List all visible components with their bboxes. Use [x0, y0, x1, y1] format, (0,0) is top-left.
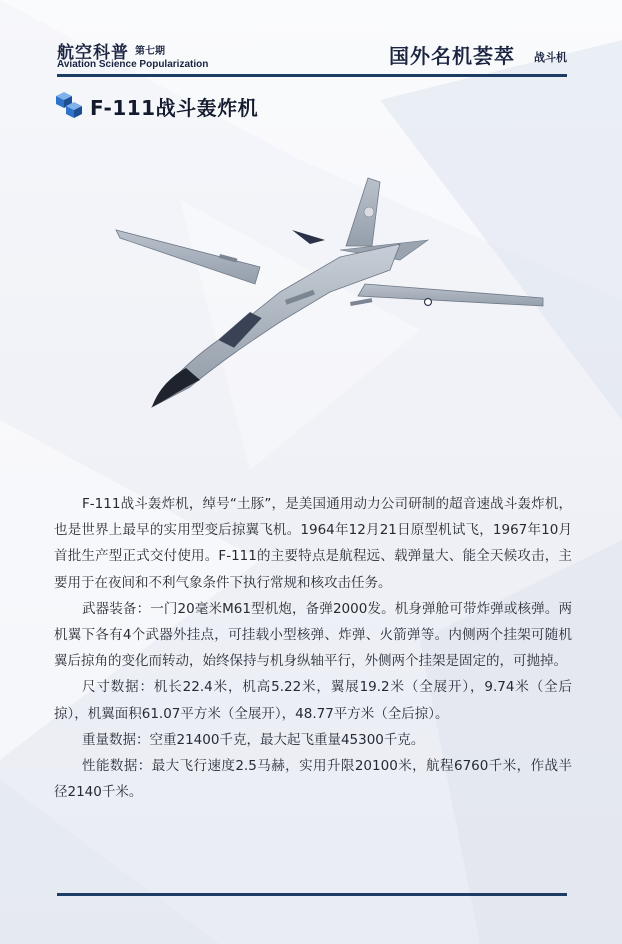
- weapons-paragraph: 武器装备：一门20毫米M61型机炮，备弹2000发。机身弹舱可带炸弹或核弹。两机翼下各有4个武器外挂点，可挂载小型核弹、炸弹、火箭弹等。内侧两个挂架可随机翼后掠角的变化而转动，始终保持与机身纵轴平行，外侧两个挂架是固定的，可抛掉。: [54, 600, 572, 670]
- f111-aircraft-illustration: [110, 172, 550, 417]
- intro-paragraph: F-111战斗轰炸机，绰号“土豚”，是美国通用动力公司研制的超音速战斗轰炸机，也是世界上最早的实用型变后掠翼飞机。1964年12月21日原型机试飞，1967年10月首批生产型正式交付使用。F-111的主要特点是航程远、载弹量大、能全天候攻击，主要用于在夜间和不利气象条件下执行常规和核攻击任务。: [54, 496, 572, 591]
- issue-number: 第七期: [135, 46, 165, 57]
- weight-paragraph: 重量数据：空重21400千克，最大起飞重量45300千克。: [82, 731, 425, 748]
- article-body: [54, 491, 572, 805]
- category-label: 战斗机: [534, 51, 567, 64]
- page-header: [57, 38, 567, 78]
- cube-logo-icon: [54, 88, 86, 120]
- footer-rule: [57, 893, 567, 896]
- article-title: F-111战斗轰炸机: [90, 96, 259, 120]
- brand-subtitle: Aviation Science Popularization: [57, 59, 209, 70]
- dimensions-paragraph: 尺寸数据：机长22.4米，机高5.22米，翼展19.2米（全展开），9.74米（全后掠），机翼面积61.07平方米（全展开），48.77平方米（全后掠）。: [54, 679, 572, 722]
- performance-paragraph: 性能数据：最大飞行速度2.5马赫，实用升限20100米，航程6760千米，作战半径2140千米。: [54, 758, 572, 801]
- series-title: 国外名机荟萃: [389, 44, 515, 68]
- brand-title: 航空科普: [57, 43, 129, 63]
- header-rule: [57, 74, 567, 77]
